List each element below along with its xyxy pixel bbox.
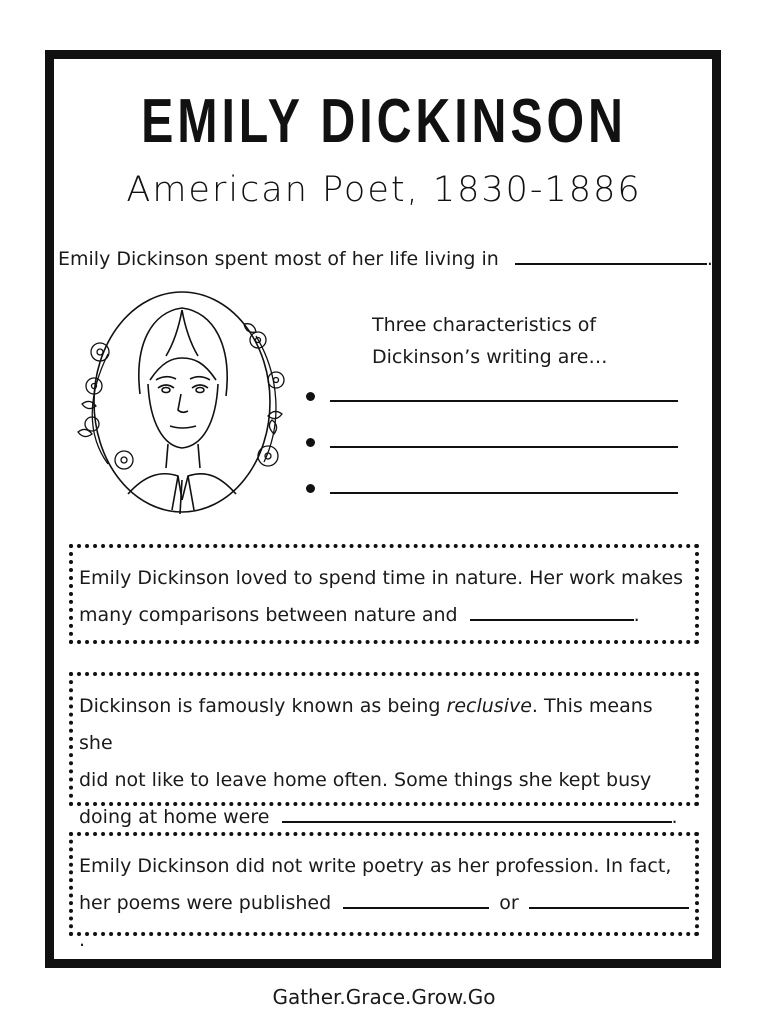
reclusive-question-line-1 [79, 688, 689, 762]
bullet-icon [306, 438, 315, 447]
footer-brand: Gather.Grace.Grow.Go [272, 985, 496, 1009]
reclusive-question-line-3 [79, 799, 689, 836]
reclusive-question-box [69, 672, 699, 828]
bullet-icon [306, 484, 315, 493]
portrait-illustration [68, 284, 300, 518]
nature-question-box [69, 544, 699, 644]
publishing-blank-2[interactable] [529, 907, 689, 909]
publishing-blank-1[interactable] [343, 907, 489, 909]
publishing-question-line-2 [79, 885, 689, 959]
characteristics-line-1: Three characteristics of [372, 314, 597, 336]
characteristic-2-blank[interactable] [330, 446, 678, 448]
nature-question-line-2 [79, 597, 689, 634]
nature-question-line-1: Emily Dickinson loved to spend time in nature. Her work makes [79, 567, 684, 589]
characteristics-line-2: Dickinson’s writing are… [372, 346, 608, 368]
bullet-icon [306, 392, 315, 401]
publishing-question-line-1: Emily Dickinson did not write poetry as her profession. In fact, [79, 855, 672, 877]
question-residence-end: . [706, 248, 713, 270]
reclusive-question-line-2: did not like to leave home often. Some things she kept busy [79, 769, 652, 791]
characteristic-3-blank[interactable] [330, 492, 678, 494]
nature-question-text: many comparisons between nature and [79, 604, 458, 626]
home-activities-text: doing at home were [79, 806, 270, 828]
characteristic-3[interactable] [306, 478, 686, 500]
characteristic-1[interactable] [306, 386, 686, 408]
page-title: EMILY DICKINSON [141, 87, 627, 156]
reclusive-text-a: Dickinson is famously known as being [79, 695, 441, 717]
publishing-text: her poems were published [79, 892, 332, 914]
nature-question-end: . [633, 604, 640, 626]
publishing-or: or [499, 892, 519, 914]
nature-comparison-blank[interactable] [470, 619, 634, 621]
residence-blank[interactable] [515, 263, 707, 265]
reclusive-text-b: . This means she [79, 695, 653, 754]
page-subtitle: American Poet, 1830-1886 [126, 170, 642, 210]
home-activities-blank[interactable] [282, 821, 672, 823]
question-residence-text: Emily Dickinson spent most of her life living in [58, 248, 499, 270]
publishing-question-end: . [79, 929, 86, 951]
characteristic-2[interactable] [306, 432, 686, 454]
characteristic-1-blank[interactable] [330, 400, 678, 402]
question-residence [58, 248, 713, 270]
reclusive-term: reclusive [446, 695, 532, 717]
characteristics-prompt [372, 309, 632, 373]
reclusive-question-end: . [671, 806, 678, 828]
publishing-question-box [69, 832, 699, 951]
